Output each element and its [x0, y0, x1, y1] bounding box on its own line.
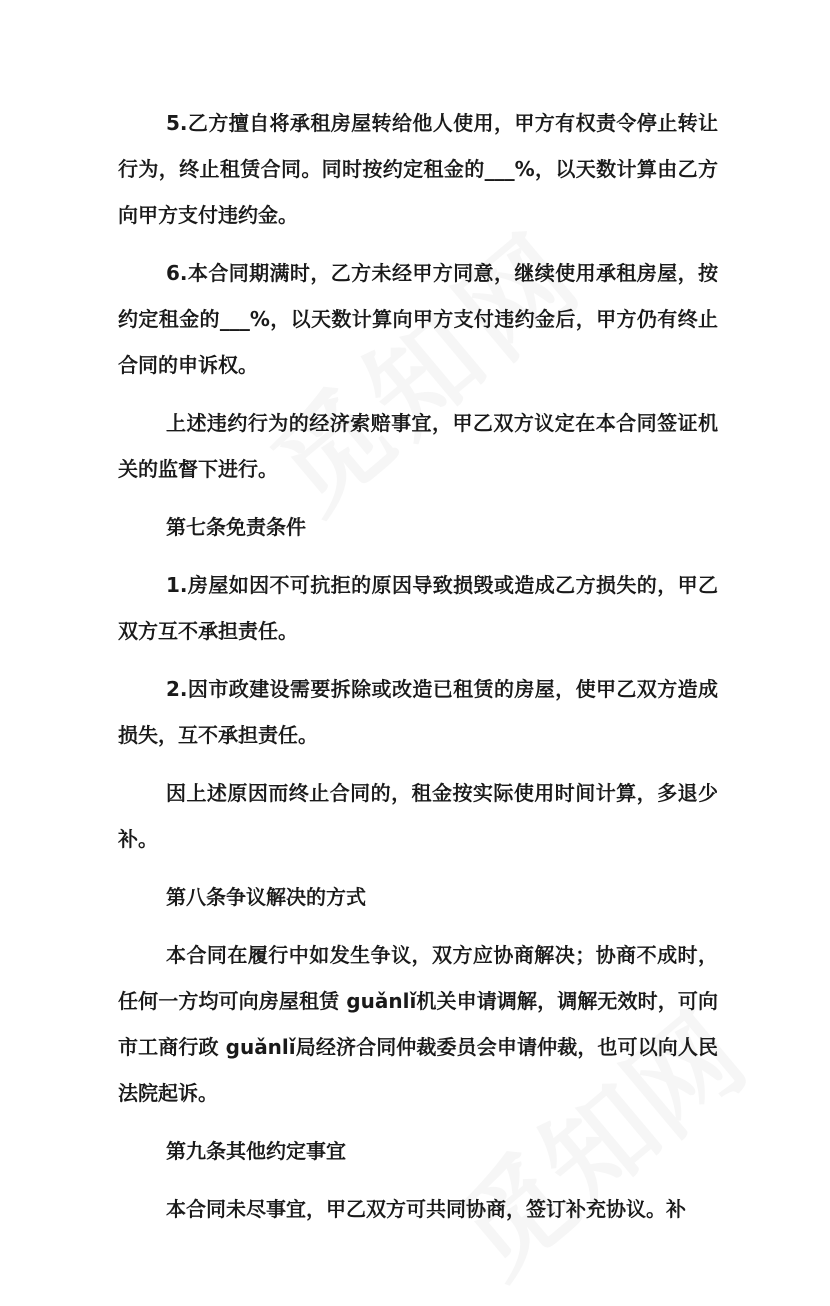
paragraph-exemption-2: 2.因市政建设需要拆除或改造已租赁的房屋，使甲乙双方造成损失，互不承担责任。 [118, 677, 718, 747]
paragraph-clause-6: 6.本合同期满时，乙方未经甲方同意，继续使用承租房屋，按约定租金的___%，以天数计算向甲方支付违约金后，甲方仍有终止合同的申诉权。 [118, 261, 718, 377]
paragraph-claims: 上述违约行为的经济索赔事宜，甲乙双方议定在本合同签证机关的监督下进行。 [118, 411, 718, 481]
heading-article-9: 第九条其他约定事宜 [166, 1139, 346, 1163]
paragraph-clause-5: 5.乙方擅自将承租房屋转给他人使用，甲方有权责令停止转让行为，终止租赁合同。同时按约定租金的___%，以天数计算由乙方向甲方支付违约金。 [118, 111, 718, 227]
paragraph-other-matters: 本合同未尽事宜，甲乙双方可共同协商，签订补充协议。补 [166, 1197, 686, 1221]
document-body [118, 100, 718, 1244]
paragraph-dispute: 本合同在履行中如发生争议，双方应协商解决；协商不成时，任何一方均可向房屋租赁 guǎnlǐ机关申请调解，调解无效时，可向市工商行政 guǎnlǐ局经济合同仲裁委员会申请仲裁，也可以向人民法院起诉。 [118, 943, 718, 1105]
heading-article-7: 第七条免责条件 [166, 515, 306, 539]
paragraph-termination-rent: 因上述原因而终止合同的，租金按实际使用时间计算，多退少补。 [118, 781, 718, 851]
heading-article-8: 第八条争议解决的方式 [166, 885, 366, 909]
paragraph-exemption-1: 1.房屋如因不可抗拒的原因导致损毁或造成乙方损失的，甲乙双方互不承担责任。 [118, 573, 718, 643]
